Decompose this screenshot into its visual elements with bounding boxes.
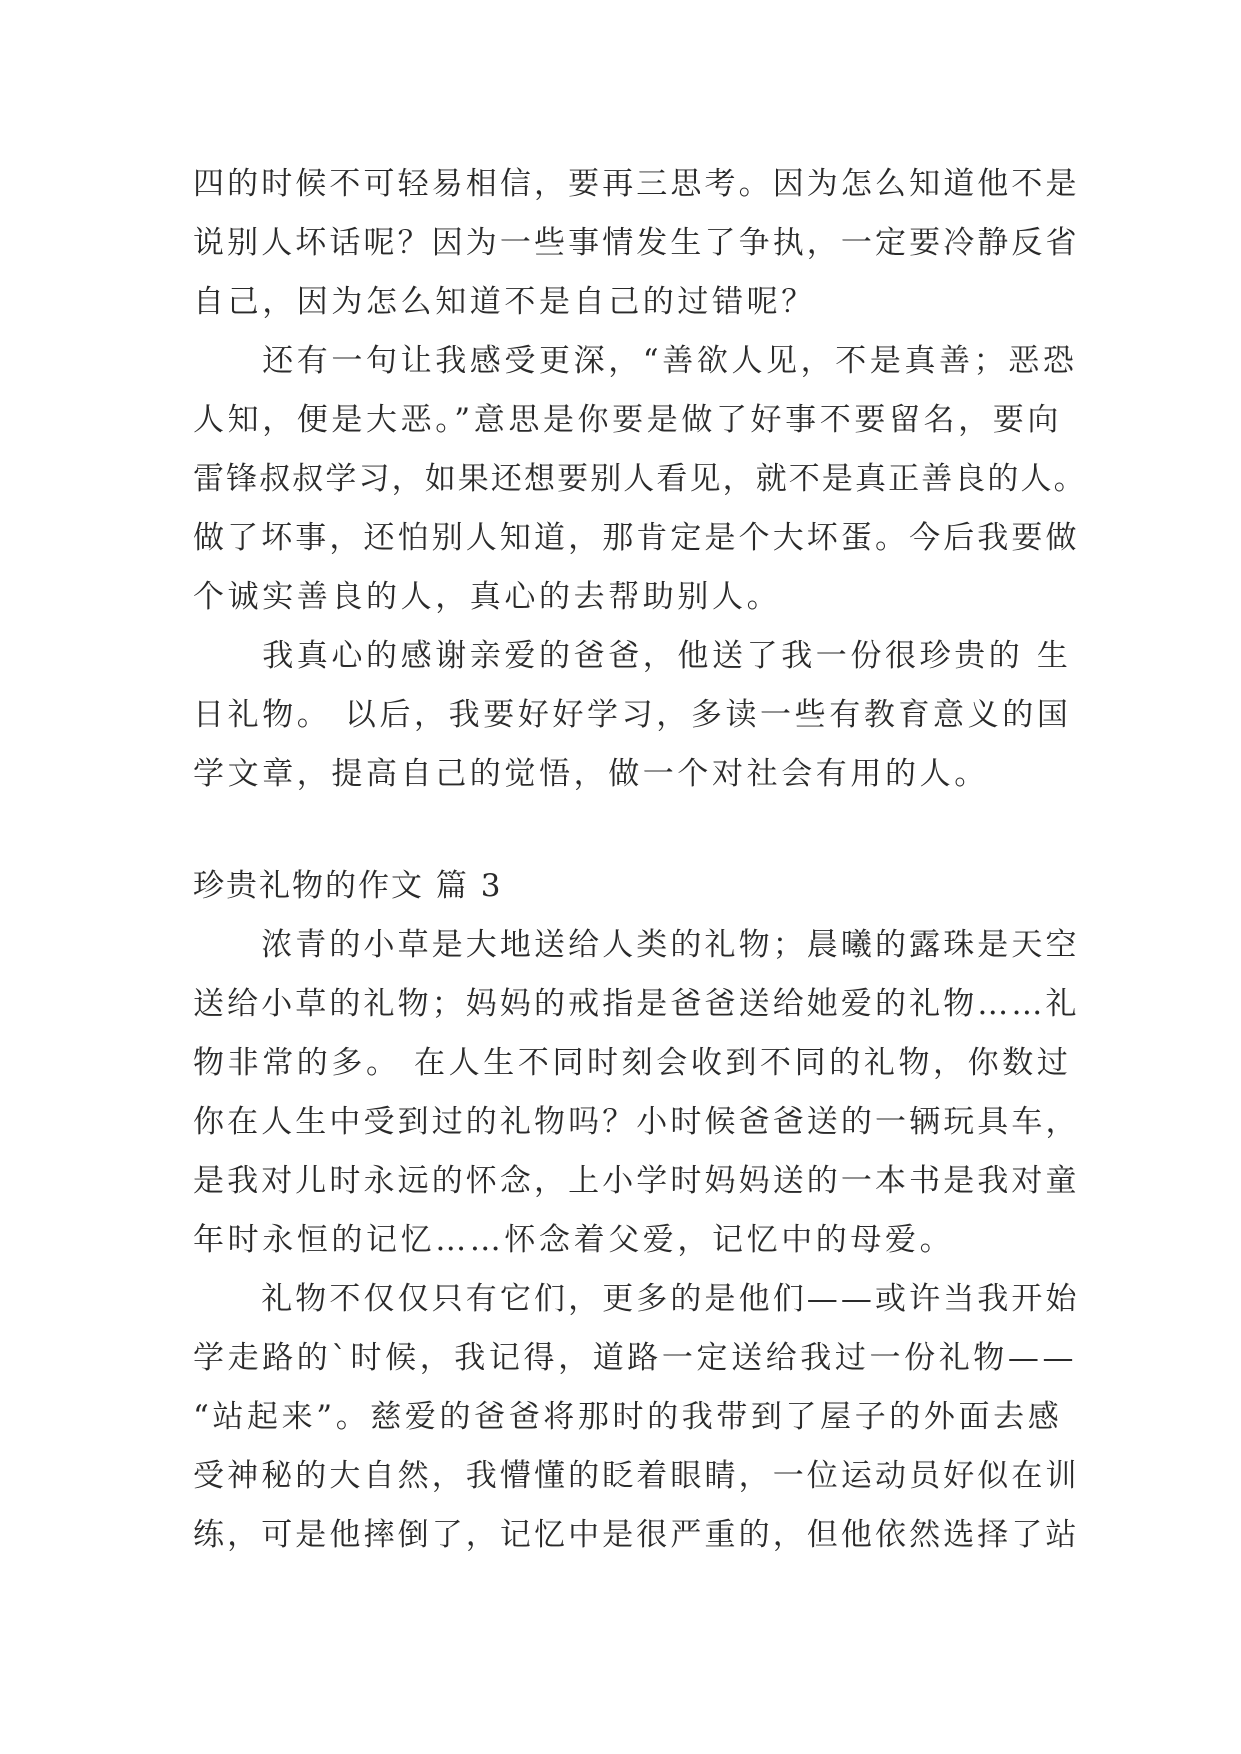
text-line: 学走路的`时候，我记得，道路一定送给我过一份礼物—— xyxy=(193,1340,1078,1376)
text-line: 雷锋叔叔学习，如果还想要别人看见，就不是真正善良的人。 xyxy=(193,461,1087,497)
text-line: 日礼物。 以后，我要好好学习，多读一些有教育意义的国 xyxy=(193,697,1072,733)
text-line: 年时永恒的记忆……怀念着父爱，记忆中的母爱。 xyxy=(193,1222,955,1258)
text-line: 练，可是他摔倒了，记忆中是很严重的，但他依然选择了站 xyxy=(193,1517,1080,1553)
text-line: 我真心的感谢亲爱的爸爸，他送了我一份很珍贵的 生 xyxy=(193,638,1072,674)
text-line: 是我对儿时永远的怀念，上小学时妈妈送的一本书是我对童 xyxy=(193,1163,1080,1199)
text-line: 你在人生中受到过的礼物吗？小时候爸爸送的一辆玩具车， xyxy=(193,1104,1080,1140)
text-line: 自己，因为怎么知道不是自己的过错呢？ xyxy=(193,284,816,320)
text-line: “站起来”。慈爱的爸爸将那时的我带到了屋子的外面去感 xyxy=(193,1399,1063,1435)
text-line: 学文章，提高自己的觉悟，做一个对社会有用的人。 xyxy=(193,756,989,792)
text-line: 说别人坏话呢？因为一些事情发生了争执，一定要冷静反省 xyxy=(193,225,1080,261)
text-line: 浓青的小草是大地送给人类的礼物；晨曦的露珠是天空 xyxy=(193,927,1080,963)
text-line: 受神秘的大自然，我懵懂的眨着眼睛，一位运动员好似在训 xyxy=(193,1458,1080,1494)
text-line: 四的时候不可轻易相信，要再三思考。因为怎么知道他不是 xyxy=(193,166,1080,202)
section-heading: 珍贵礼物的作文 篇 3 xyxy=(193,868,503,904)
text-line: 送给小草的礼物；妈妈的戒指是爸爸送给她爱的礼物……礼 xyxy=(193,986,1080,1022)
text-line: 做了坏事，还怕别人知道，那肯定是个大坏蛋。今后我要做 xyxy=(193,520,1080,556)
text-line: 礼物不仅仅只有它们，更多的是他们——或许当我开始 xyxy=(193,1281,1080,1317)
text-line: 人知，便是大恶。”意思是你要是做了好事不要留名，要向 xyxy=(193,402,1062,438)
text-line: 还有一句让我感受更深，“善欲人见，不是真善；恶恐 xyxy=(193,343,1078,379)
text-line: 物非常的多。 在人生不同时刻会收到不同的礼物，你数过 xyxy=(193,1045,1072,1081)
text-line: 个诚实善良的人，真心的去帮助别人。 xyxy=(193,579,782,615)
